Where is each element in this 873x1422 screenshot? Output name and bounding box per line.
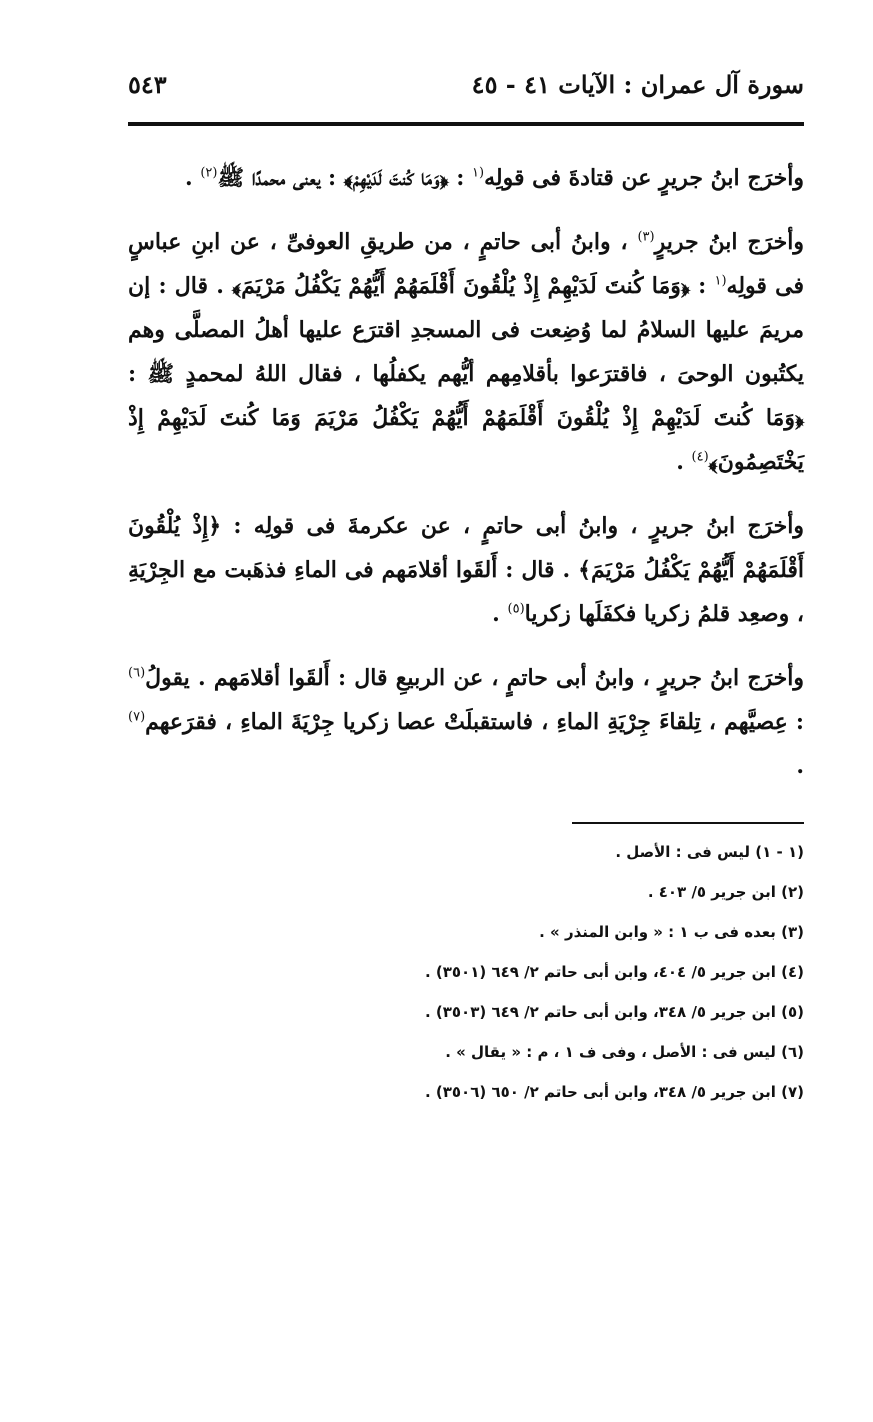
- text-run: . قال : أَلقَوا أقلامَهم فى الماءِ فذهَبت مع الجِرْيَةِ ، وصعِد قلمُ زكريا فكفَلَها زكريا: [128, 557, 804, 627]
- text-run: وأخرَج ابنُ جريرٍ ، وابنُ أبى حاتمٍ ، عن الربيعِ قال : أَلقَوا أقلامَهم . يقولُ: [145, 665, 804, 691]
- running-title: سورة آل عمران : الآيات ٤١ - ٤٥: [471, 70, 804, 99]
- footnote: (٢) ابن جرير ٥/ ٤٠٣ .: [647, 883, 804, 901]
- text-run: :: [689, 273, 715, 299]
- text-run: ، وابنُ أبى حاتمٍ ، من طريقِ العوفىِّ ، عن ابنِ عباسٍ فى قولِه: [128, 229, 804, 299]
- text-run: :: [448, 165, 473, 191]
- footnote-ref: (٢): [200, 165, 218, 181]
- footnote: (٣) بعده فى ب ١ : « وابن المنذر » .: [539, 923, 804, 941]
- text-run: .: [676, 449, 692, 475]
- paragraph-2: [128, 220, 804, 484]
- text-run: وأخرَج ابنُ جريرٍ عن قتادةَ فى قولِه: [484, 165, 804, 191]
- quran-quote: ﴿وَمَا كُنتَ لَدَيْهِمْ إِذْ يُلْقُونَ أَقْلَمَهُمْ أَيُّهُمْ يَكْفُلُ مَرْيَمَ وَمَا كُنتَ لَدَيْهِمْ إِذْ يَخْتَصِمُونَ﴾: [128, 405, 804, 475]
- text-run: : عِصيَّهم ، تِلقاءَ جِرْيَةِ الماءِ ، فاستقبلَتْ عصا زكريا جِرْيَةَ الماءِ ، فقرَعهم: [145, 709, 804, 735]
- paragraph-1: [128, 156, 804, 200]
- footnote: (٧) ابن جرير ٥/ ٣٤٨، وابن أبى حاتم ٢/ ٦٥٠ (٣٥٠٦) .: [424, 1083, 804, 1101]
- footnote-ref: (٥): [507, 601, 525, 617]
- footnote: (٥) ابن جرير ٥/ ٣٤٨، وابن أبى حاتم ٢/ ٦٤٩ (٣٥٠٣) .: [424, 1003, 804, 1021]
- text-run: .: [492, 601, 508, 627]
- footnotes: [128, 842, 804, 1102]
- footnote: (١ - ١) ليس فى : الأصل .: [615, 843, 804, 861]
- footnote-ref: (١: [472, 165, 485, 181]
- text-run: وأخرَج ابنُ جريرٍ ، وابنُ أبى حاتمٍ ، عن عكرمةَ فى قولِه :: [221, 513, 805, 539]
- page-number: ٥٤٣: [128, 70, 167, 99]
- text-run: .: [796, 753, 804, 779]
- footnote: (٤) ابن جرير ٥/ ٤٠٤، وابن أبى حاتم ٢/ ٦٤٩ (٣٥٠١) .: [424, 963, 804, 981]
- footnote-ref: (٧): [128, 709, 146, 725]
- footnote-rule: [572, 822, 804, 824]
- footnote: (٦) ليس فى : الأصل ، وفى ف ١ ، م : « يقال » .: [445, 1043, 804, 1061]
- page-header: [128, 70, 804, 118]
- book-page: [128, 70, 804, 1122]
- footnote-ref: (٦): [128, 665, 146, 681]
- paragraph-3: [128, 504, 804, 636]
- header-rule: [128, 122, 804, 126]
- text-run: . قال : إن مريمَ عليها السلامُ لما وُضِعت فى المسجدِ اقترَع عليها أهلُ المصلَّى وهم يكتُبون الوحىَ ، فاقترَعوا بأقلامِهم أيُّهم يكفلُها ، فقال اللهُ لمحمدٍ ﷺ :: [128, 273, 804, 387]
- paragraph-4: [128, 656, 804, 788]
- text-run: .: [184, 165, 201, 191]
- footnote-ref: (٤): [691, 449, 709, 465]
- quran-quote: ﴿وَمَا كُنتَ لَدَيْهِمْ إِذْ يُلْقُونَ أَقْلَمَهُمْ أَيُّهُمْ يَكْفُلُ مَرْيَمَ﴾: [232, 273, 690, 299]
- footnote-ref: (١: [714, 273, 727, 289]
- quran-quote: ﴿إِذْ يُلْقُونَ أَقْلَمَهُمْ أَيُّهُمْ يَكْفُلُ مَرْيَمَ﴾: [128, 513, 804, 583]
- text-run: : يعنى محمدًا ﷺ: [217, 165, 344, 191]
- footnote-ref: (٣): [637, 229, 655, 245]
- text-run: وأخرَج ابنُ جريرٍ: [654, 229, 805, 255]
- quran-quote: ﴿وَمَا كُنتَ لَدَيْهِمْ﴾: [343, 165, 449, 191]
- main-text: [128, 156, 804, 788]
